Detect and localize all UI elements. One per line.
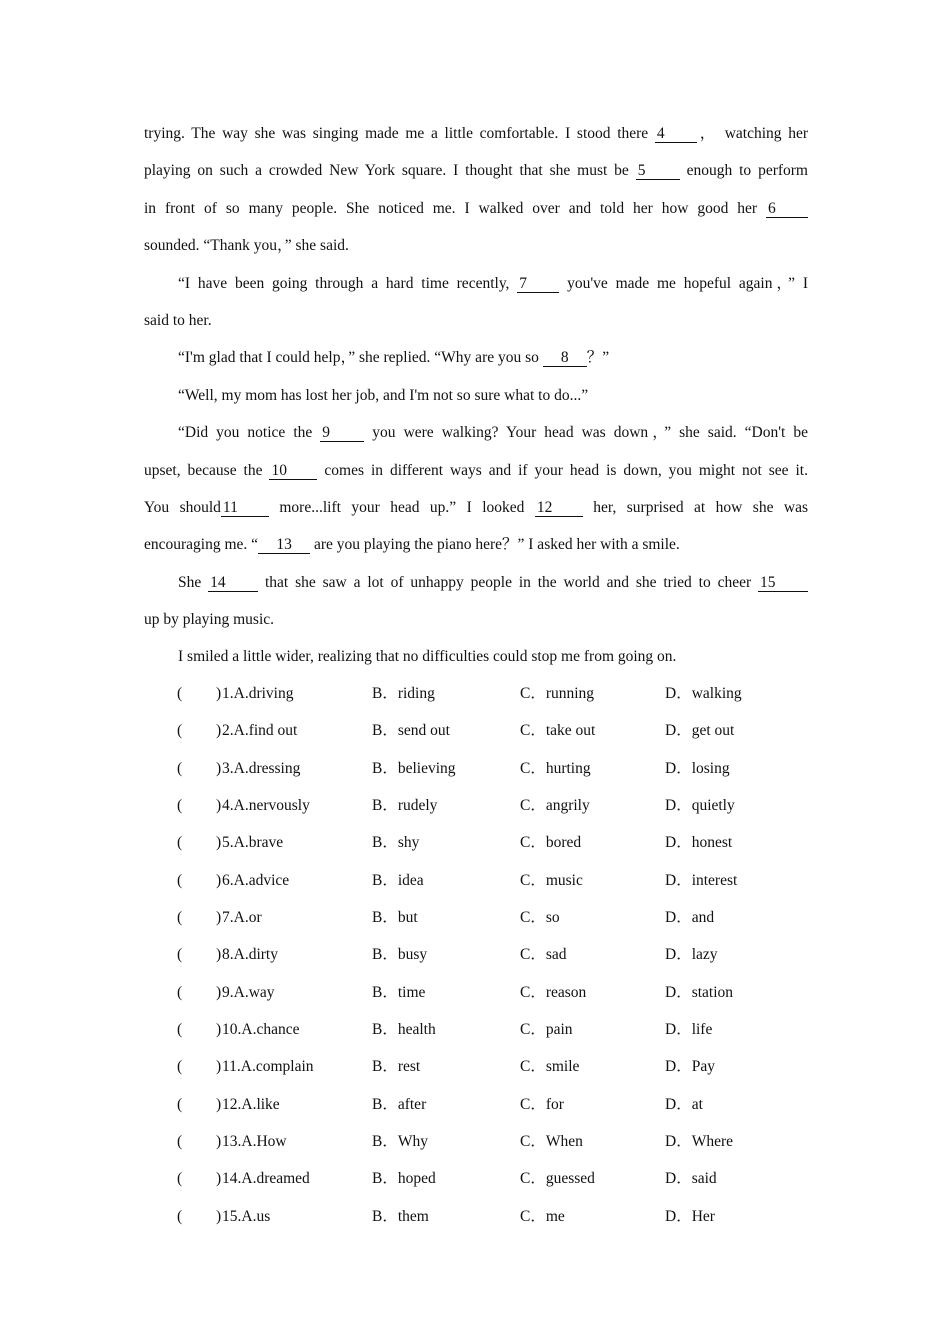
passage-text: sounded. “Thank you，” she said. [144, 237, 349, 255]
option-c[interactable]: C．me [520, 1207, 565, 1225]
option-c[interactable]: C．running [520, 685, 595, 702]
answer-blank[interactable]: 7 [517, 276, 559, 293]
passage-text: enough to perform [679, 162, 808, 180]
option-d[interactable]: D．at [665, 1095, 703, 1113]
passage-text: trying. The way she was singing made me a little comfortable. I stood there [144, 125, 655, 142]
question-row [0, 1048, 950, 1085]
answer-paren-open[interactable]: ( [177, 759, 183, 777]
passage-text: that she saw a lot of unhappy people in the world and she tried to cheer [258, 573, 758, 591]
option-a[interactable]: 8.A.dirty [222, 946, 278, 964]
option-b[interactable]: B．hoped [372, 1170, 436, 1188]
passage-line [144, 489, 808, 526]
passage-text: ？” [586, 349, 610, 367]
option-c[interactable]: C．sad [520, 946, 567, 964]
answer-paren-open[interactable]: ( [177, 685, 183, 702]
option-d[interactable]: D．honest [665, 834, 733, 852]
passage-line [144, 564, 808, 601]
cloze-passage [144, 115, 808, 676]
option-a[interactable]: 1.A.driving [222, 685, 294, 702]
passage-line [144, 115, 808, 152]
question-row [0, 750, 950, 787]
answer-paren-close: ) [216, 1133, 222, 1151]
question-row [0, 1086, 950, 1123]
option-d[interactable]: D．interest [665, 871, 738, 889]
answer-paren-close: ) [216, 1207, 222, 1225]
option-a[interactable]: 5.A.brave [222, 834, 284, 852]
option-c[interactable]: C．angrily [520, 797, 590, 815]
answer-blank[interactable]: 12 [535, 500, 583, 517]
option-d[interactable]: D．Where [665, 1133, 733, 1151]
option-d[interactable]: D．said [665, 1170, 717, 1188]
option-b[interactable]: B．send out [372, 722, 450, 740]
option-d[interactable]: D．Pay [665, 1058, 715, 1076]
passage-text: She [178, 573, 209, 591]
answer-paren-open[interactable]: ( [177, 1021, 183, 1039]
passage-line [144, 190, 808, 227]
option-b[interactable]: B．riding [372, 685, 435, 702]
question-row [0, 974, 950, 1011]
option-b[interactable]: B．time [372, 983, 426, 1001]
option-d[interactable]: D．life [665, 1021, 713, 1039]
answer-blank[interactable]: 13 [258, 537, 310, 554]
answer-paren-close: ) [216, 1095, 222, 1113]
answer-paren-open[interactable]: ( [177, 946, 183, 964]
answer-paren-close: ) [216, 685, 222, 702]
question-row [0, 1198, 950, 1235]
option-b[interactable]: B．rudely [372, 797, 438, 815]
passage-line [144, 601, 808, 638]
answer-blank[interactable]: 8 [543, 350, 587, 367]
option-a[interactable]: 15.A.us [222, 1207, 271, 1225]
question-row [0, 787, 950, 824]
option-a[interactable]: 3.A.dressing [222, 759, 301, 777]
answer-paren-open[interactable]: ( [177, 1133, 183, 1151]
option-a[interactable]: 4.A.nervously [222, 797, 310, 815]
answer-blank[interactable]: 11 [221, 500, 269, 517]
option-b[interactable]: B．after [372, 1095, 427, 1113]
option-a[interactable]: 11.A.complain [222, 1058, 314, 1076]
answer-paren-open[interactable]: ( [177, 1170, 183, 1188]
passage-text: “Well, my mom has lost her job, and I'm not so sure what to do...” [178, 386, 589, 404]
option-d[interactable]: D．station [665, 983, 734, 1001]
question-row [0, 899, 950, 936]
option-a[interactable]: 9.A.way [222, 983, 275, 1001]
answer-paren-close: ) [216, 834, 222, 852]
passage-text: said to her. [144, 311, 212, 329]
passage-text: I smiled a little wider, realizing that no difficulties could stop me from going on. [178, 648, 677, 666]
passage-text: You should [144, 498, 221, 516]
passage-text: comes in different ways and if your head is down, you might not see it. [317, 461, 808, 479]
option-b[interactable]: B．rest [372, 1058, 421, 1076]
passage-line [144, 339, 808, 376]
option-b[interactable]: B．health [372, 1021, 436, 1039]
passage-line [144, 152, 808, 189]
option-c[interactable]: C．pain [520, 1021, 573, 1039]
answer-paren-close: ) [216, 983, 222, 1001]
option-c[interactable]: C．reason [520, 983, 587, 1001]
answer-paren-open[interactable]: ( [177, 797, 183, 815]
question-row [0, 1160, 950, 1197]
option-d[interactable]: D．and [665, 909, 715, 927]
passage-text: up by playing music. [144, 611, 275, 629]
passage-text: her, surprised at how she was [582, 498, 809, 516]
option-d[interactable]: D．quietly [665, 797, 735, 815]
answer-paren-open[interactable]: ( [177, 983, 183, 1001]
answer-blank[interactable]: 6 [766, 201, 808, 218]
passage-text: ， watching her [696, 125, 809, 142]
passage-text: “I have been going through a hard time recently, [178, 274, 518, 292]
answer-blank[interactable]: 10 [269, 463, 317, 480]
question-row [0, 824, 950, 861]
passage-text: you've made me hopeful again，” I [559, 274, 808, 292]
option-c[interactable]: C．take out [520, 722, 596, 740]
option-a[interactable]: 6.A.advice [222, 871, 290, 889]
option-b[interactable]: B．idea [372, 871, 424, 889]
passage-text: in front of so many people. She noticed me. I walked over and told her how good her [144, 199, 766, 217]
option-a[interactable]: 14.A.dreamed [222, 1170, 310, 1188]
answer-blank[interactable]: 14 [208, 575, 258, 592]
option-a[interactable]: 10.A.chance [222, 1021, 300, 1039]
option-b[interactable]: B．Why [372, 1133, 428, 1151]
option-d[interactable]: D．get out [665, 722, 735, 740]
answer-paren-close: ) [216, 1170, 222, 1188]
passage-line [144, 414, 808, 451]
question-row [0, 936, 950, 973]
option-b[interactable]: B．but [372, 909, 418, 927]
answer-paren-open[interactable]: ( [177, 1058, 183, 1076]
option-a[interactable]: 12.A.like [222, 1095, 280, 1113]
passage-line [144, 302, 808, 339]
option-b[interactable]: B．busy [372, 946, 428, 964]
passage-line [144, 227, 808, 264]
answer-blank[interactable]: 4 [655, 126, 697, 143]
option-c[interactable]: C．guessed [520, 1170, 595, 1188]
passage-text: upset, because the [144, 461, 270, 479]
option-c[interactable]: C．smile [520, 1058, 580, 1076]
answer-paren-open[interactable]: ( [177, 834, 183, 852]
answer-paren-open[interactable]: ( [177, 1095, 183, 1113]
answer-paren-close: ) [216, 946, 222, 964]
answer-paren-close: ) [216, 871, 222, 889]
question-row [0, 675, 950, 712]
answer-paren-close: ) [216, 1021, 222, 1039]
option-c[interactable]: C．hurting [520, 759, 591, 777]
answer-paren-open[interactable]: ( [177, 1207, 183, 1225]
passage-line [144, 638, 808, 675]
answer-paren-open[interactable]: ( [177, 722, 183, 740]
answer-paren-open[interactable]: ( [177, 909, 183, 927]
option-d[interactable]: D．losing [665, 759, 730, 777]
question-row [0, 862, 950, 899]
answer-paren-close: ) [216, 722, 222, 740]
option-c[interactable]: C．When [520, 1133, 583, 1151]
option-d[interactable]: D．lazy [665, 946, 718, 964]
option-c[interactable]: C．bored [520, 834, 582, 852]
option-b[interactable]: B．believing [372, 759, 456, 777]
passage-text: more...lift your head up.” I looked [268, 498, 535, 516]
answer-options-list [0, 675, 950, 1235]
answer-blank[interactable]: 5 [636, 163, 680, 180]
option-d[interactable]: D．walking [665, 685, 742, 702]
passage-line [144, 265, 808, 302]
option-b[interactable]: B．them [372, 1207, 429, 1225]
question-row [0, 712, 950, 749]
option-a[interactable]: 13.A.How [222, 1133, 287, 1151]
answer-paren-close: ) [216, 909, 222, 927]
passage-line [144, 452, 808, 489]
option-c[interactable]: C．so [520, 909, 560, 927]
question-row [0, 1011, 950, 1048]
passage-text: playing on such a crowded New York square. I thought that she must be [144, 162, 636, 180]
answer-blank[interactable]: 15 [758, 575, 808, 592]
answer-paren-open[interactable]: ( [177, 871, 183, 889]
option-b[interactable]: B．shy [372, 834, 420, 852]
passage-text: “I'm glad that I could help，” she replied. “Why are you so [178, 349, 543, 367]
passage-text: are you playing the piano here？” I asked her with a smile. [310, 536, 680, 554]
passage-line [144, 377, 808, 414]
option-a[interactable]: 7.A.or [222, 909, 262, 927]
answer-blank[interactable]: 9 [320, 425, 364, 442]
passage-text: you were walking? Your head was down，” she said. “Don't be [364, 424, 808, 442]
passage-text: encouraging me. “ [144, 536, 259, 554]
option-a[interactable]: 2.A.find out [222, 722, 298, 740]
option-c[interactable]: C．music [520, 871, 583, 889]
option-c[interactable]: C．for [520, 1095, 564, 1113]
answer-paren-close: ) [216, 759, 222, 777]
passage-text: “Did you notice the [178, 424, 321, 442]
answer-paren-close: ) [216, 1058, 222, 1076]
option-d[interactable]: D．Her [665, 1207, 715, 1225]
question-row [0, 1123, 950, 1160]
passage-line [144, 526, 808, 563]
answer-paren-close: ) [216, 797, 222, 815]
